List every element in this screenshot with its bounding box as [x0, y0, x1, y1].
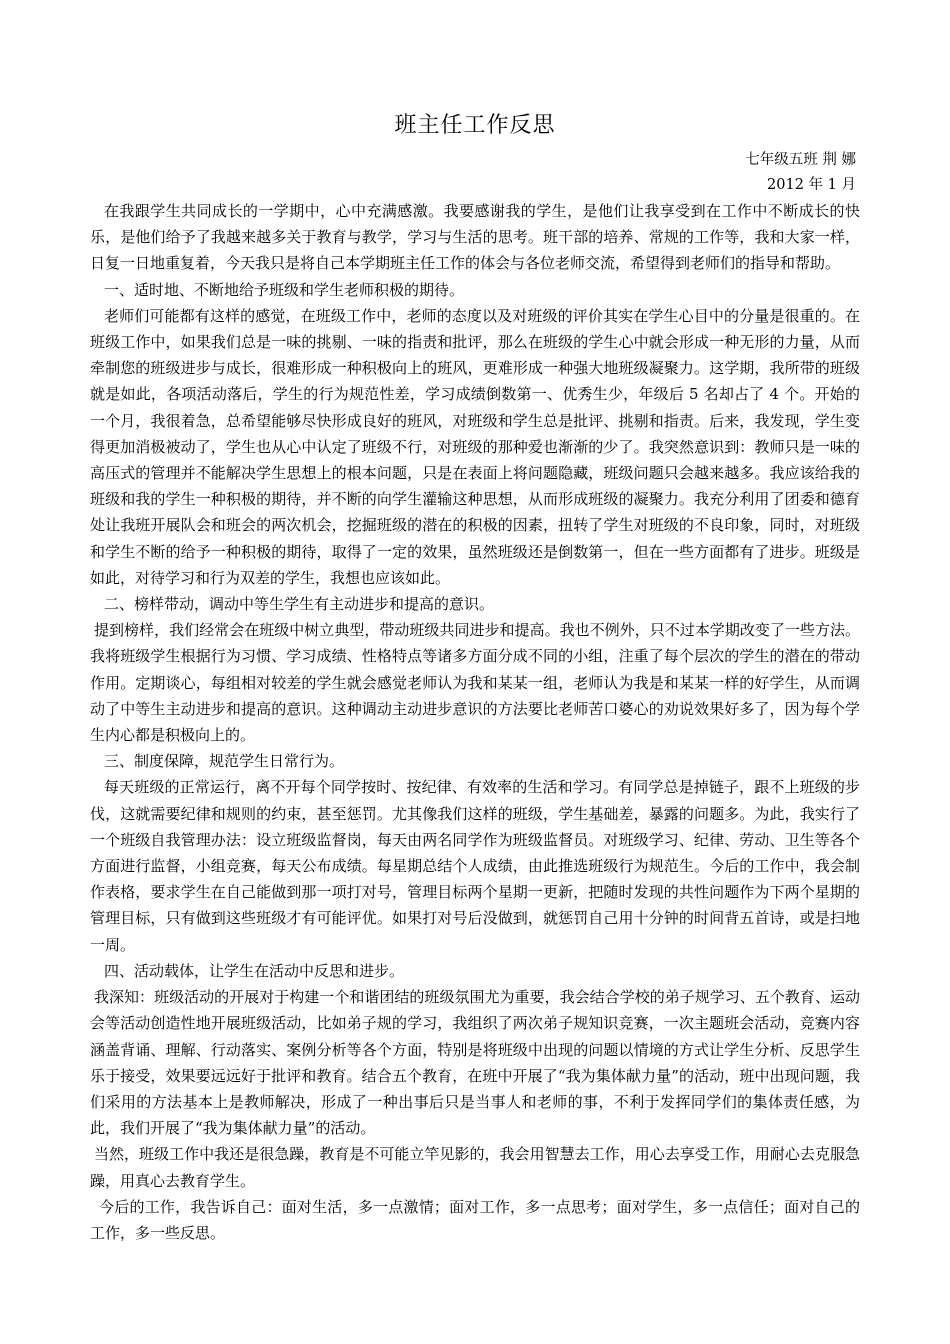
document-body [90, 198, 860, 1246]
section-heading-4: 四、活动载体，让学生在活动中反思和进步。 [104, 961, 405, 980]
paragraph-section-1: 老师们可能都有这样的感觉，在班级工作中，老师的态度以及对班级的评价其实在学生心目中的分量是很重的。在班级工作中，如果我们总是一味的挑剔、一味的指责和批评，那么在班级的学生心中就会形成一种无形的力量，从而牵制您的班级进步与成长，很难形成一种积极向上的班风，更难形成一种强大地班级凝聚力。这学期，我所带的班级就是如此，各项活动落后，学生的行为规范性差，学习成绩倒数第一、优秀生少，年级后 5 名却占了 4 个。开始的一个月，我很着急，总希望能够尽快形成良好的班风，对班级和学生总是批评、挑剔和指责。后来，我发现，学生变得更加消极被动了，学生也从心中认定了班级不行，对班级的那种爱也渐渐的少了。我突然意识到：教师只是一味的高压式的管理并不能解决学生思想上的根本问题，只是在表面上将问题隐藏，班级问题只会越来越多。我应该给我的班级和我的学生一种积极的期待，并不断的向学生灌输这种思想，从而形成班级的凝聚力。我充分利用了团委和德育处让我班开展队会和班会的两次机会，挖掘班级的潜在的积极的因素，扭转了学生对班级的不良印象，同时，对班级和学生不断的给予一种积极的期待，取得了一定的效果，虽然班级还是倒数第一，但在一些方面都有了进步。班级是如此，对待学习和行为双差的学生，我想也应该如此。 [90, 306, 860, 587]
paragraph-reflection: 当然，班级工作中我还是很急躁，教育是不可能立竿见影的，我会用智慧去工作，用心去享受工作，用耐心去克服急躁，用真心去教育学生。 [90, 1145, 860, 1190]
document-title: 班主任工作反思 [394, 113, 556, 138]
section-heading-2: 二、榜样带动，调动中等生学生有主动进步和提高的意识。 [104, 595, 495, 614]
paragraph-section-4: 我深知：班级活动的开展对于构建一个和谐团结的班级氛围尤为重要，我会结合学校的弟子规学习、五个教育、运动会等活动创造性地开展班级活动，比如弟子规的学习，我组织了两次弟子规知识竞赛，一次主题班会活动，竞赛内容涵盖背诵、理解、行动落实、案例分析等各个方面，特别是将班级中出现的问题以情境的方式让学生分析、反思学生乐于接受，效果要远远好于批评和教育。结合五个教育，在班中开展了“我为集体献力量”的活动，班中出现问题，我们采用的方法基本上是教师解决，形成了一种出事后只是当事人和老师的事，不利于发挥同学们的集体责任感，为此，我们开展了“我为集体献力量”的活动。 [90, 988, 860, 1138]
paragraph-section-3: 每天班级的正常运行，离不开每个同学按时、按纪律、有效率的生活和学习。有同学总是掉链子，跟不上班级的步伐，这就需要纪律和规则的约束，甚至惩罚。尤其像我们这样的班级，学生基础差，暴露的问题多。为此，我实行了一个班级自我管理办法：设立班级监督岗，每天由两名同学作为班级监督员。对班级学习、纪律、劳动、卫生等各个方面进行监督，小组竞赛，每天公布成绩。每星期总结个人成绩，由此推选班级行为规范生。今后的工作中，我会制作表格，要求学生在自己能做到那一项打对号，管理目标两个星期一更新，把随时发现的共性问题作为下两个星期的管理目标，只有做到这些班级才有可能评优。如果打对号后没做到，就惩罚自己用十分钟的时间背五首诗，或是扫地一周。 [90, 778, 860, 954]
document-page [90, 0, 860, 1246]
paragraph-intro: 在我跟学生共同成长的一学期中，心中充满感激。我要感谢我的学生，是他们让我享受到在工作中不断成长的快乐，是他们给予了我越来越多关于教育与教学，学习与生活的思考。班干部的培养、常规的工作等，我和大家一样，日复一日地重复着，今天我只是将自己本学期班主任工作的体会与各位老师交流，希望得到老师们的指导和帮助。 [90, 202, 860, 273]
date-line: 2012 年 1 月 [767, 177, 856, 193]
paragraph-section-2: 提到榜样，我们经常会在班级中树立典型，带动班级共同进步和提高。我也不例外，只不过本学期改变了一些方法。我将班级学生根据行为习惯、学习成绩、性格特点等诸多方面分成不同的小组，注重了每个层次的学生的潜在的带动作用。定期谈心，每组相对较差的学生就会感觉老师认为我和某某一组，老师认为我是和某某一样的好学生，从而调动了中等生主动进步和提高的意识。这种调动主动进步意识的方法要比老师苦口婆心的劝说效果好多了，因为每个学生内心都是积极向上的。 [90, 621, 860, 745]
section-heading-3: 三、制度保障，规范学生日常行为。 [104, 752, 345, 771]
paragraph-closing: 今后的工作，我告诉自己：面对生活，多一点激情；面对工作，多一点思考；面对学生，多一点信任；面对自己的工作，多一些反思。 [90, 1197, 860, 1242]
section-heading-1: 一、适时地、不断地给予班级和学生老师积极的期待。 [104, 280, 465, 299]
author-line: 七年级五班 荆 娜 [745, 152, 856, 168]
